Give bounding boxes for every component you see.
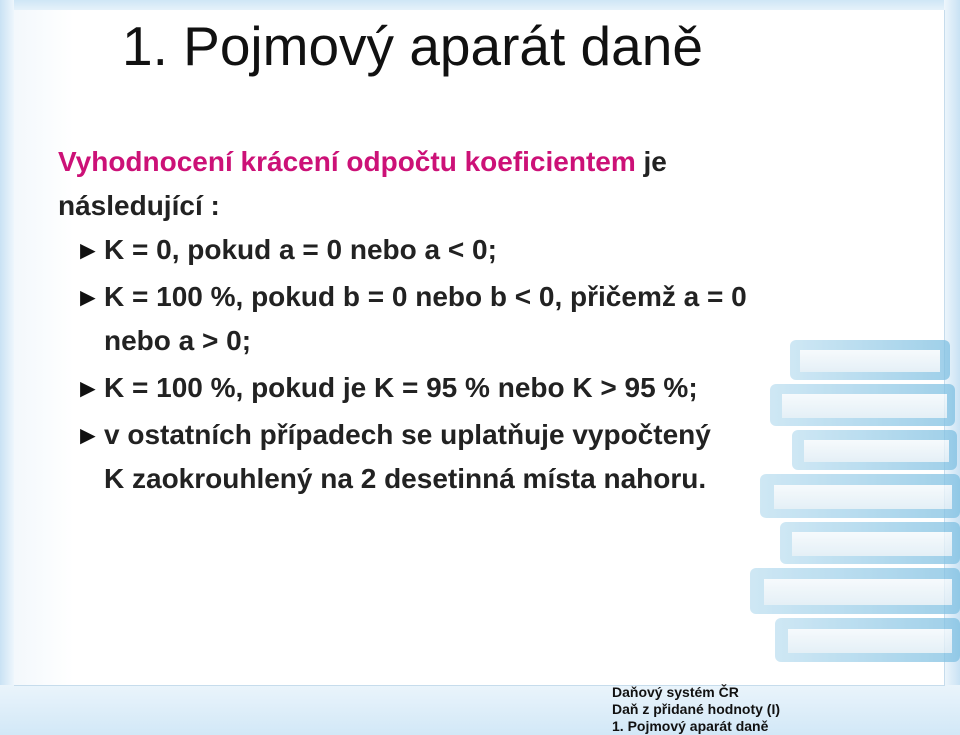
footer-line-2: Daň z přidané hodnoty (I) — [612, 701, 780, 717]
list-item — [58, 275, 888, 363]
intro-text — [58, 140, 888, 228]
triangle-right-icon: ► — [75, 235, 101, 265]
bullet-line: v ostatních případech se uplatňuje vypočtený — [104, 419, 711, 450]
bullet-line-continued: nebo a > 0; — [104, 325, 252, 356]
footer-line-3: 1. Pojmový aparát daně — [612, 718, 769, 734]
triangle-right-icon: ► — [75, 420, 101, 450]
bullet-line-continued: K zaokrouhlený na 2 desetinná místa nahoru. — [104, 463, 707, 494]
intro-rest-1: je — [635, 146, 667, 177]
footer-line-1: Daňový systém ČR — [612, 684, 739, 700]
bullet-line: K = 100 %, pokud je K = 95 % nebo K > 95 %; — [104, 372, 698, 403]
slide-footer — [612, 684, 780, 735]
page-title: 1. Pojmový aparát daně — [122, 15, 703, 77]
triangle-right-icon: ► — [75, 282, 101, 312]
bullet-line: K = 100 %, pokud b = 0 nebo b < 0, přičemž a = 0 — [104, 281, 747, 312]
intro-rest-2: následující : — [58, 190, 220, 221]
intro-highlight: Vyhodnocení krácení odpočtu koeficientem — [58, 146, 636, 177]
bullet-line: K = 0, pokud a = 0 nebo a < 0; — [104, 234, 497, 265]
frame-left — [0, 0, 14, 735]
list-item — [58, 366, 888, 410]
triangle-right-icon: ► — [75, 373, 101, 403]
slide-body — [58, 140, 888, 504]
list-item — [58, 228, 888, 272]
list-item — [58, 413, 888, 501]
bullet-list — [58, 228, 888, 501]
